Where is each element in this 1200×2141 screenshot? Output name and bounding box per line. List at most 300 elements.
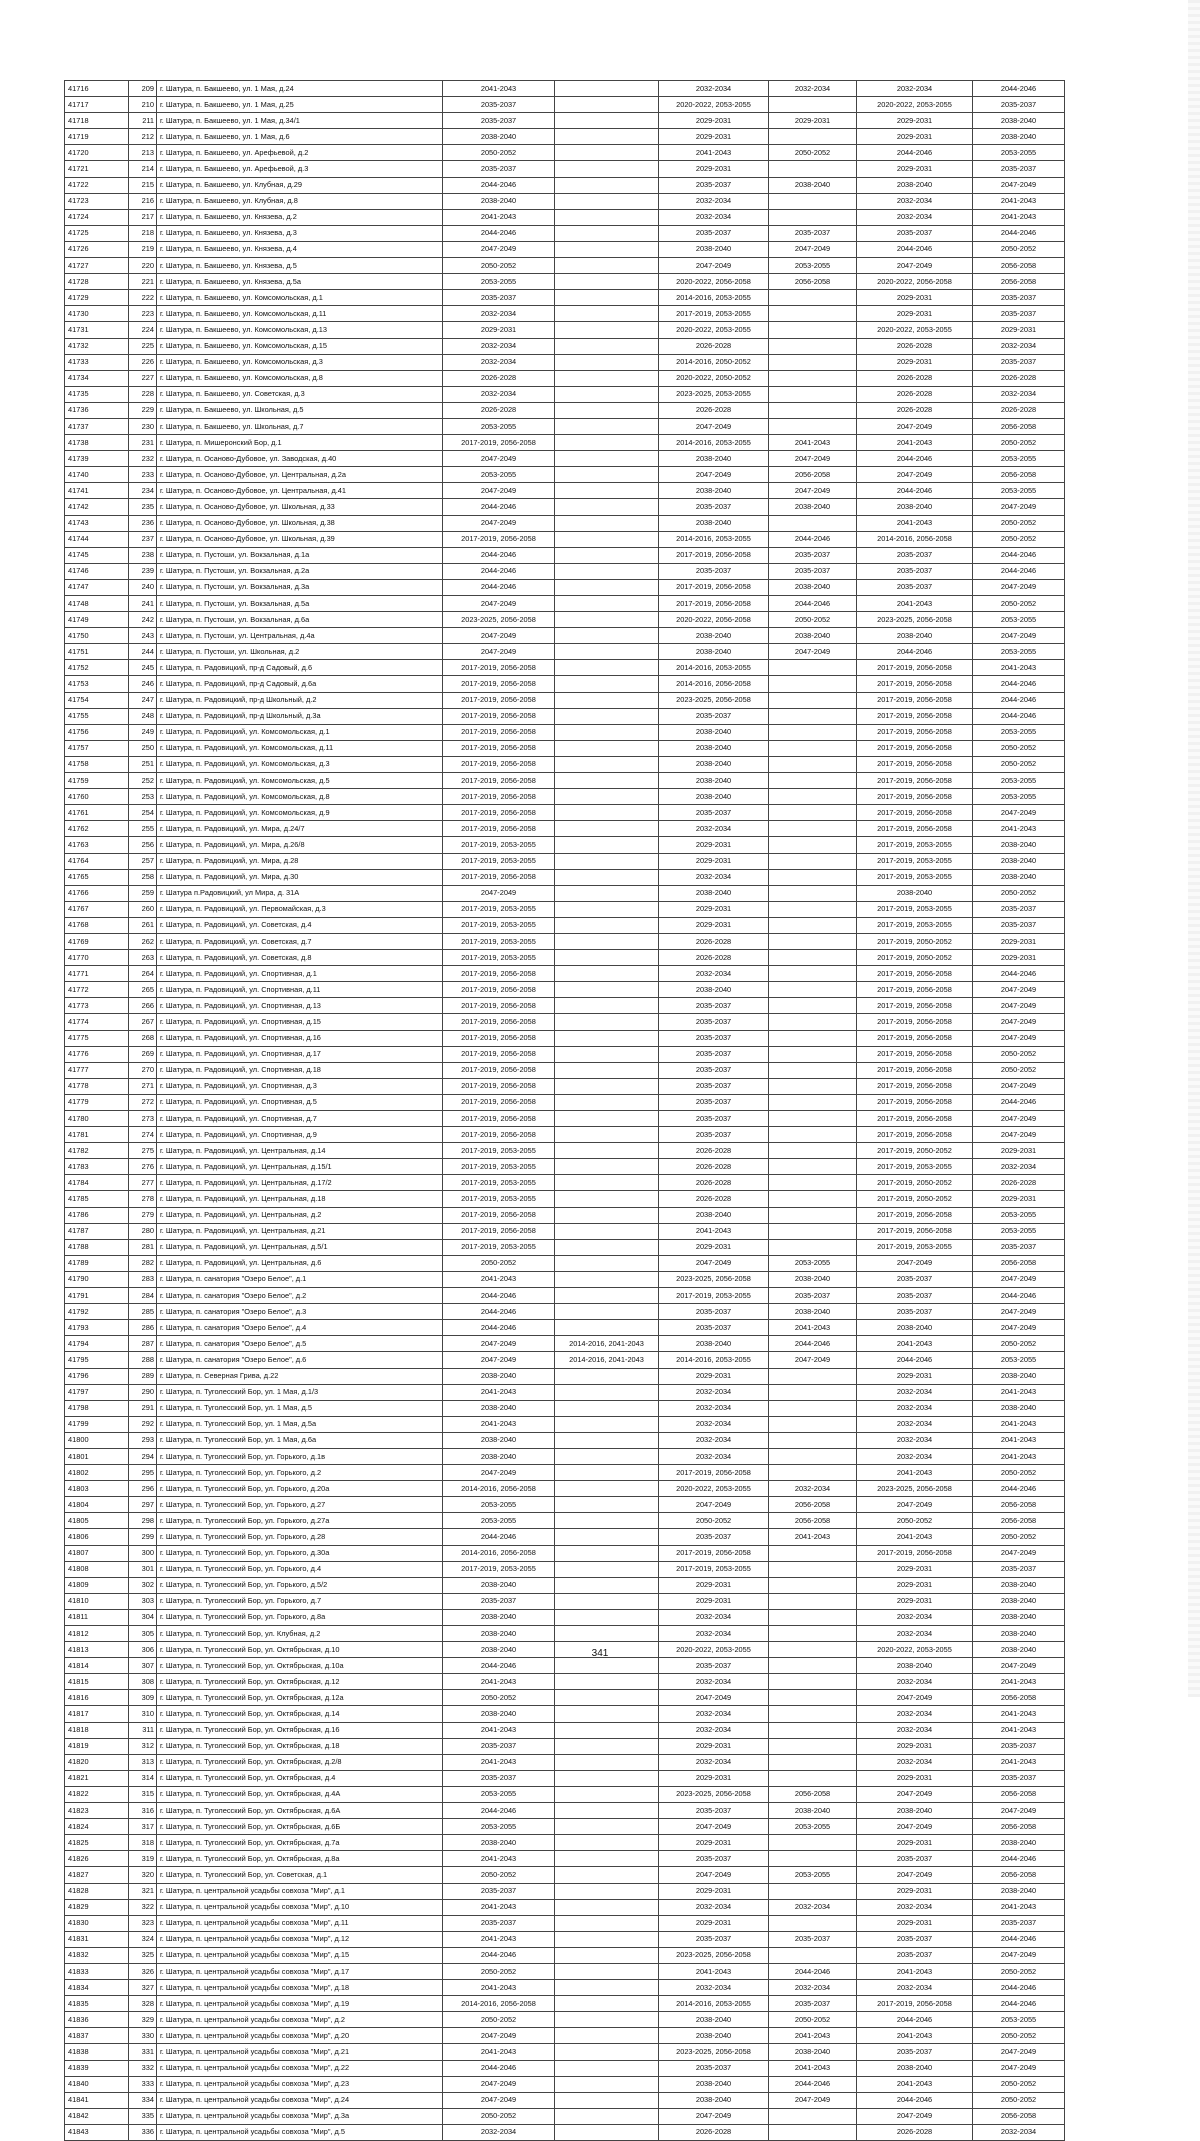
table-row xyxy=(65,1191,1065,1207)
cell-period-1: 2053-2055 xyxy=(443,418,555,434)
cell-address: г. Шатура, п. Радовицкий, ул. Комсомольская, д.5 xyxy=(157,773,443,789)
cell-period-2 xyxy=(555,1803,659,1819)
cell-period-1: 2047-2049 xyxy=(443,628,555,644)
cell-period-5: 2017-2019, 2053-2055 xyxy=(857,853,973,869)
cell-period-5: 2017-2019, 2056-2058 xyxy=(857,982,973,998)
cell-period-1: 2035-2037 xyxy=(443,290,555,306)
cell-period-1: 2050-2052 xyxy=(443,1690,555,1706)
cell-address: г. Шатура, п. Бакшеево, ул. Комсомольская, д.13 xyxy=(157,322,443,338)
cell-period-6: 2029-2031 xyxy=(973,322,1065,338)
cell-period-1: 2017-2019, 2053-2055 xyxy=(443,1175,555,1191)
cell-period-4: 2044-2046 xyxy=(769,596,857,612)
cell-address: г. Шатура, п. Туголесский Бор, ул. 1 Мая, д.5 xyxy=(157,1400,443,1416)
cell-period-1: 2017-2019, 2053-2055 xyxy=(443,1561,555,1577)
cell-address: г. Шатура, п. центральной усадьбы совхоза "Мир", д.5 xyxy=(157,2124,443,2140)
table-row xyxy=(65,901,1065,917)
cell-record-id: 41811 xyxy=(65,1609,129,1625)
cell-period-1: 2041-2043 xyxy=(443,1722,555,1738)
cell-period-4: 2044-2046 xyxy=(769,531,857,547)
cell-row-number: 333 xyxy=(129,2076,157,2092)
cell-period-5: 2017-2019, 2056-2058 xyxy=(857,998,973,1014)
cell-period-4 xyxy=(769,917,857,933)
cell-record-id: 41736 xyxy=(65,402,129,418)
cell-period-5: 2041-2043 xyxy=(857,1529,973,1545)
table-row xyxy=(65,418,1065,434)
cell-record-id: 41759 xyxy=(65,773,129,789)
cell-period-5: 2017-2019, 2056-2058 xyxy=(857,1207,973,1223)
cell-period-5: 2044-2046 xyxy=(857,483,973,499)
cell-period-6: 2032-2034 xyxy=(973,338,1065,354)
cell-row-number: 287 xyxy=(129,1336,157,1352)
cell-period-1: 2044-2046 xyxy=(443,547,555,563)
cell-period-1: 2017-2019, 2056-2058 xyxy=(443,708,555,724)
table-row xyxy=(65,1255,1065,1271)
cell-period-5: 2020-2022, 2056-2058 xyxy=(857,274,973,290)
table-row xyxy=(65,596,1065,612)
cell-record-id: 41763 xyxy=(65,837,129,853)
cell-period-3: 2047-2049 xyxy=(659,1497,769,1513)
cell-period-2 xyxy=(555,193,659,209)
cell-address: г. Шатура, п. Радовицкий, ул. Спортивная, д.5 xyxy=(157,1094,443,1110)
cell-row-number: 249 xyxy=(129,724,157,740)
cell-period-2 xyxy=(555,1014,659,1030)
cell-address: г. Шатура, п. Мишеронский Бор, д.1 xyxy=(157,435,443,451)
cell-address: г. Шатура, п. Радовицкий, ул. Мира, д.26/8 xyxy=(157,837,443,853)
cell-period-4 xyxy=(769,161,857,177)
cell-row-number: 209 xyxy=(129,81,157,97)
cell-row-number: 218 xyxy=(129,225,157,241)
cell-period-1: 2053-2055 xyxy=(443,1819,555,1835)
cell-period-2 xyxy=(555,1127,659,1143)
cell-period-1: 2038-2040 xyxy=(443,1642,555,1658)
cell-period-2 xyxy=(555,837,659,853)
table-row xyxy=(65,209,1065,225)
cell-period-2 xyxy=(555,1481,659,1497)
cell-period-5: 2041-2043 xyxy=(857,1336,973,1352)
table-row xyxy=(65,2108,1065,2124)
table-row xyxy=(65,1786,1065,1802)
cell-record-id: 41746 xyxy=(65,563,129,579)
table-row xyxy=(65,1835,1065,1851)
cell-period-4 xyxy=(769,724,857,740)
cell-record-id: 41795 xyxy=(65,1352,129,1368)
cell-address: г. Шатура, п. Радовицкий, ул. Спортивная, д.15 xyxy=(157,1014,443,1030)
cell-address: г. Шатура, п. Туголесский Бор, ул. Горького, д.4 xyxy=(157,1561,443,1577)
cell-row-number: 316 xyxy=(129,1803,157,1819)
cell-row-number: 233 xyxy=(129,467,157,483)
cell-period-2 xyxy=(555,869,659,885)
cell-period-5: 2017-2019, 2056-2058 xyxy=(857,1127,973,1143)
cell-period-3: 2047-2049 xyxy=(659,467,769,483)
cell-period-2 xyxy=(555,2092,659,2108)
cell-period-3: 2029-2031 xyxy=(659,129,769,145)
cell-period-6: 2035-2037 xyxy=(973,354,1065,370)
cell-period-1: 2038-2040 xyxy=(443,193,555,209)
cell-address: г. Шатура, п. центральной усадьбы совхоза "Мир", д.20 xyxy=(157,2028,443,2044)
cell-period-6: 2047-2049 xyxy=(973,2060,1065,2076)
cell-address: г. Шатура, п. Радовицкий, ул. Советская, д.8 xyxy=(157,950,443,966)
cell-period-3: 2026-2028 xyxy=(659,933,769,949)
cell-row-number: 324 xyxy=(129,1931,157,1947)
cell-row-number: 289 xyxy=(129,1368,157,1384)
cell-period-4: 2035-2037 xyxy=(769,1931,857,1947)
cell-period-1: 2017-2019, 2056-2058 xyxy=(443,1062,555,1078)
cell-period-3: 2038-2040 xyxy=(659,773,769,789)
cell-period-1: 2017-2019, 2056-2058 xyxy=(443,1111,555,1127)
cell-period-5: 2044-2046 xyxy=(857,2092,973,2108)
table-row xyxy=(65,145,1065,161)
cell-record-id: 41841 xyxy=(65,2092,129,2108)
cell-period-4 xyxy=(769,1658,857,1674)
cell-period-2 xyxy=(555,370,659,386)
cell-period-1: 2017-2019, 2056-2058 xyxy=(443,869,555,885)
cell-address: г. Шатура, п. Радовицкий, ул. Комсомольская, д.8 xyxy=(157,789,443,805)
table-row xyxy=(65,499,1065,515)
cell-period-1: 2035-2037 xyxy=(443,1770,555,1786)
cell-period-5: 2032-2034 xyxy=(857,1432,973,1448)
cell-period-2 xyxy=(555,1465,659,1481)
cell-period-3: 2032-2034 xyxy=(659,1674,769,1690)
cell-period-5: 2041-2043 xyxy=(857,515,973,531)
cell-period-5: 2044-2046 xyxy=(857,145,973,161)
table-row xyxy=(65,837,1065,853)
cell-period-4 xyxy=(769,789,857,805)
cell-record-id: 41799 xyxy=(65,1416,129,1432)
table-row xyxy=(65,531,1065,547)
cell-period-5: 2047-2049 xyxy=(857,2108,973,2124)
cell-record-id: 41767 xyxy=(65,901,129,917)
cell-record-id: 41718 xyxy=(65,113,129,129)
cell-address: г. Шатура, п. Радовицкий, ул. Мира, д.24/7 xyxy=(157,821,443,837)
cell-row-number: 297 xyxy=(129,1497,157,1513)
table-row xyxy=(65,1078,1065,1094)
cell-period-4 xyxy=(769,1143,857,1159)
cell-record-id: 41730 xyxy=(65,306,129,322)
cell-address: г. Шатура, п. Радовицкий, ул. Спортивная, д.17 xyxy=(157,1046,443,1062)
cell-period-5: 2020-2022, 2053-2055 xyxy=(857,97,973,113)
cell-period-2 xyxy=(555,1561,659,1577)
cell-address: г. Шатура, п. Радовицкий, ул. Центральная, д.14 xyxy=(157,1143,443,1159)
cell-period-1: 2041-2043 xyxy=(443,1271,555,1287)
cell-period-4: 2041-2043 xyxy=(769,435,857,451)
cell-period-6: 2038-2040 xyxy=(973,1593,1065,1609)
cell-period-6: 2044-2046 xyxy=(973,1996,1065,2012)
cell-period-4: 2029-2031 xyxy=(769,113,857,129)
cell-period-4 xyxy=(769,740,857,756)
cell-address: г. Шатура, п. Радовицкий, ул. Спортивная, д.18 xyxy=(157,1062,443,1078)
cell-period-6: 2050-2052 xyxy=(973,885,1065,901)
cell-record-id: 41771 xyxy=(65,966,129,982)
cell-record-id: 41766 xyxy=(65,885,129,901)
cell-period-5: 2017-2019, 2056-2058 xyxy=(857,1062,973,1078)
cell-period-4 xyxy=(769,869,857,885)
cell-period-1: 2032-2034 xyxy=(443,386,555,402)
cell-period-6: 2041-2043 xyxy=(973,1432,1065,1448)
table-row xyxy=(65,1738,1065,1754)
cell-address: г. Шатура, п. Радовицкий, ул. Спортивная, д.7 xyxy=(157,1111,443,1127)
cell-address: г. Шатура, п. Радовицкий, ул. Центральная, д.21 xyxy=(157,1223,443,1239)
cell-period-2 xyxy=(555,1770,659,1786)
cell-period-4 xyxy=(769,1722,857,1738)
cell-period-6: 2029-2031 xyxy=(973,950,1065,966)
cell-period-6: 2032-2034 xyxy=(973,1159,1065,1175)
cell-period-6: 2044-2046 xyxy=(973,1288,1065,1304)
cell-period-6: 2038-2040 xyxy=(973,1577,1065,1593)
cell-record-id: 41732 xyxy=(65,338,129,354)
cell-period-2 xyxy=(555,1786,659,1802)
cell-record-id: 41719 xyxy=(65,129,129,145)
cell-period-2 xyxy=(555,692,659,708)
cell-period-3: 2017-2019, 2056-2058 xyxy=(659,547,769,563)
cell-period-1: 2044-2046 xyxy=(443,1803,555,1819)
cell-period-1: 2035-2037 xyxy=(443,1883,555,1899)
cell-period-1: 2017-2019, 2053-2055 xyxy=(443,933,555,949)
cell-row-number: 221 xyxy=(129,274,157,290)
cell-period-4 xyxy=(769,1384,857,1400)
cell-period-1: 2017-2019, 2053-2055 xyxy=(443,1191,555,1207)
cell-period-4: 2053-2055 xyxy=(769,258,857,274)
cell-row-number: 311 xyxy=(129,1722,157,1738)
cell-period-5: 2020-2022, 2053-2055 xyxy=(857,322,973,338)
cell-period-2 xyxy=(555,1416,659,1432)
cell-row-number: 211 xyxy=(129,113,157,129)
cell-period-4: 2038-2040 xyxy=(769,499,857,515)
cell-record-id: 41770 xyxy=(65,950,129,966)
cell-record-id: 41785 xyxy=(65,1191,129,1207)
table-row xyxy=(65,354,1065,370)
cell-period-4 xyxy=(769,370,857,386)
cell-period-4 xyxy=(769,1465,857,1481)
cell-address: г. Шатура, п. Радовицкий, ул. Комсомольская, д.11 xyxy=(157,740,443,756)
cell-period-3: 2029-2031 xyxy=(659,1738,769,1754)
cell-period-1: 2017-2019, 2056-2058 xyxy=(443,789,555,805)
cell-period-5: 2029-2031 xyxy=(857,1593,973,1609)
cell-record-id: 41752 xyxy=(65,660,129,676)
cell-period-2 xyxy=(555,1593,659,1609)
cell-row-number: 299 xyxy=(129,1529,157,1545)
cell-record-id: 41810 xyxy=(65,1593,129,1609)
cell-period-6: 2032-2034 xyxy=(973,2124,1065,2140)
cell-period-1: 2044-2046 xyxy=(443,1947,555,1963)
cell-period-6: 2041-2043 xyxy=(973,1722,1065,1738)
cell-period-6: 2047-2049 xyxy=(973,998,1065,1014)
cell-period-1: 2017-2019, 2056-2058 xyxy=(443,1030,555,1046)
cell-period-1: 2041-2043 xyxy=(443,1851,555,1867)
cell-period-4 xyxy=(769,1062,857,1078)
cell-row-number: 326 xyxy=(129,1963,157,1979)
cell-address: г. Шатура, п. Бакшеево, ул. Князева, д.3 xyxy=(157,225,443,241)
table-row xyxy=(65,129,1065,145)
cell-period-5: 2029-2031 xyxy=(857,1577,973,1593)
cell-record-id: 41758 xyxy=(65,756,129,772)
cell-row-number: 309 xyxy=(129,1690,157,1706)
cell-period-1: 2017-2019, 2056-2058 xyxy=(443,1046,555,1062)
cell-period-2 xyxy=(555,1143,659,1159)
cell-period-1: 2017-2019, 2056-2058 xyxy=(443,1223,555,1239)
cell-period-1: 2038-2040 xyxy=(443,129,555,145)
cell-row-number: 329 xyxy=(129,2012,157,2028)
cell-row-number: 238 xyxy=(129,547,157,563)
cell-address: г. Шатура, п. Бакшеево, ул. 1 Мая, д.24 xyxy=(157,81,443,97)
cell-row-number: 291 xyxy=(129,1400,157,1416)
cell-address: г. Шатура, п. Пустоши, ул. Вокзальная, д.2а xyxy=(157,563,443,579)
cell-row-number: 314 xyxy=(129,1770,157,1786)
cell-record-id: 41749 xyxy=(65,612,129,628)
cell-record-id: 41734 xyxy=(65,370,129,386)
cell-period-3: 2032-2034 xyxy=(659,1706,769,1722)
cell-period-4 xyxy=(769,1416,857,1432)
cell-period-6: 2047-2049 xyxy=(973,1803,1065,1819)
cell-period-2 xyxy=(555,354,659,370)
cell-record-id: 41739 xyxy=(65,451,129,467)
cell-row-number: 318 xyxy=(129,1835,157,1851)
cell-record-id: 41821 xyxy=(65,1770,129,1786)
cell-period-1: 2050-2052 xyxy=(443,1867,555,1883)
cell-record-id: 41764 xyxy=(65,853,129,869)
cell-address: г. Шатура, п. Пустоши, ул. Центральная, д.4а xyxy=(157,628,443,644)
table-row xyxy=(65,2092,1065,2108)
cell-period-4 xyxy=(769,1674,857,1690)
cell-period-2: 2014-2016, 2041-2043 xyxy=(555,1352,659,1368)
cell-record-id: 41787 xyxy=(65,1223,129,1239)
cell-period-3: 2032-2034 xyxy=(659,1980,769,1996)
cell-row-number: 267 xyxy=(129,1014,157,1030)
cell-period-1: 2041-2043 xyxy=(443,1754,555,1770)
cell-period-2 xyxy=(555,1819,659,1835)
cell-address: г. Шатура, п. Туголесский Бор, ул. 1 Мая, д.1/3 xyxy=(157,1384,443,1400)
cell-period-6: 2035-2037 xyxy=(973,1770,1065,1786)
cell-row-number: 230 xyxy=(129,418,157,434)
cell-record-id: 41789 xyxy=(65,1255,129,1271)
cell-period-4: 2041-2043 xyxy=(769,2028,857,2044)
cell-period-1: 2041-2043 xyxy=(443,1384,555,1400)
cell-period-3: 2026-2028 xyxy=(659,950,769,966)
cell-period-2 xyxy=(555,2012,659,2028)
cell-period-4: 2032-2034 xyxy=(769,81,857,97)
cell-record-id: 41826 xyxy=(65,1851,129,1867)
cell-period-3: 2035-2037 xyxy=(659,2060,769,2076)
cell-address: г. Шатура, п. Бакшеево, ул. Арефьевой, д.2 xyxy=(157,145,443,161)
cell-period-4 xyxy=(769,322,857,338)
table-row xyxy=(65,1529,1065,1545)
cell-address: г. Шатура, п. Радовицкий, ул. Первомайская, д.3 xyxy=(157,901,443,917)
cell-period-2 xyxy=(555,209,659,225)
cell-period-2 xyxy=(555,451,659,467)
cell-period-1: 2017-2019, 2053-2055 xyxy=(443,837,555,853)
table-row xyxy=(65,982,1065,998)
cell-period-6: 2035-2037 xyxy=(973,1239,1065,1255)
cell-period-5: 2017-2019, 2056-2058 xyxy=(857,692,973,708)
cell-period-5: 2038-2040 xyxy=(857,177,973,193)
cell-row-number: 248 xyxy=(129,708,157,724)
cell-address: г. Шатура, п. Бакшеево, ул. Школьная, д.5 xyxy=(157,402,443,418)
cell-period-5: 2032-2034 xyxy=(857,1416,973,1432)
table-row xyxy=(65,1400,1065,1416)
cell-record-id: 41724 xyxy=(65,209,129,225)
cell-period-6: 2038-2040 xyxy=(973,129,1065,145)
cell-period-5: 2017-2019, 2056-2058 xyxy=(857,1046,973,1062)
cell-period-5: 2017-2019, 2056-2058 xyxy=(857,740,973,756)
cell-period-2 xyxy=(555,1674,659,1690)
table-row xyxy=(65,2012,1065,2028)
cell-row-number: 272 xyxy=(129,1094,157,1110)
cell-period-1: 2044-2046 xyxy=(443,225,555,241)
cell-period-6: 2035-2037 xyxy=(973,1561,1065,1577)
cell-period-5: 2032-2034 xyxy=(857,1400,973,1416)
cell-address: г. Шатура, п. Туголесский Бор, ул. Октябрьская, д.6А xyxy=(157,1803,443,1819)
cell-period-3: 2014-2016, 2053-2055 xyxy=(659,290,769,306)
cell-period-1: 2017-2019, 2056-2058 xyxy=(443,660,555,676)
cell-period-6: 2041-2043 xyxy=(973,1899,1065,1915)
cell-period-2 xyxy=(555,2028,659,2044)
cell-address: г. Шатура, п. Радовицкий, ул. Мира, д.28 xyxy=(157,853,443,869)
cell-period-3: 2032-2034 xyxy=(659,821,769,837)
cell-period-2 xyxy=(555,756,659,772)
cell-period-5: 2026-2028 xyxy=(857,402,973,418)
cell-period-6: 2050-2052 xyxy=(973,1465,1065,1481)
cell-period-6: 2053-2055 xyxy=(973,1207,1065,1223)
cell-period-3: 2038-2040 xyxy=(659,789,769,805)
cell-row-number: 216 xyxy=(129,193,157,209)
cell-period-2 xyxy=(555,435,659,451)
cell-period-3: 2029-2031 xyxy=(659,1593,769,1609)
cell-address: г. Шатура, п. Туголесский Бор, ул. Клубная, д.2 xyxy=(157,1626,443,1642)
cell-period-3: 2035-2037 xyxy=(659,1030,769,1046)
cell-address: г. Шатура, п. центральной усадьбы совхоза "Мир", д.3а xyxy=(157,2108,443,2124)
cell-period-3: 2047-2049 xyxy=(659,2108,769,2124)
cell-period-1: 2050-2052 xyxy=(443,1963,555,1979)
cell-address: г. Шатура, п. Бакшеево, ул. Арефьевой, д.3 xyxy=(157,161,443,177)
page-number: 341 xyxy=(591,1648,609,1659)
cell-period-5: 2017-2019, 2056-2058 xyxy=(857,708,973,724)
cell-period-6: 2047-2049 xyxy=(973,1111,1065,1127)
cell-period-6: 2050-2052 xyxy=(973,756,1065,772)
cell-period-4 xyxy=(769,1046,857,1062)
table-row xyxy=(65,1465,1065,1481)
cell-record-id: 41742 xyxy=(65,499,129,515)
cell-period-4: 2041-2043 xyxy=(769,1320,857,1336)
cell-period-3: 2026-2028 xyxy=(659,402,769,418)
cell-period-3: 2032-2034 xyxy=(659,1448,769,1464)
cell-period-3: 2020-2022, 2056-2058 xyxy=(659,612,769,628)
cell-row-number: 325 xyxy=(129,1947,157,1963)
table-row xyxy=(65,1513,1065,1529)
cell-period-2 xyxy=(555,1159,659,1175)
table-row xyxy=(65,1175,1065,1191)
cell-period-6: 2044-2046 xyxy=(973,1980,1065,1996)
cell-period-2 xyxy=(555,773,659,789)
cell-period-4 xyxy=(769,2124,857,2140)
cell-period-4: 2038-2040 xyxy=(769,2044,857,2060)
cell-period-6: 2041-2043 xyxy=(973,1416,1065,1432)
cell-period-6: 2032-2034 xyxy=(973,386,1065,402)
cell-period-1: 2035-2037 xyxy=(443,1915,555,1931)
cell-period-3: 2020-2022, 2053-2055 xyxy=(659,322,769,338)
cell-period-2 xyxy=(555,2044,659,2060)
register-sheet xyxy=(64,80,1064,2141)
table-row xyxy=(65,579,1065,595)
cell-period-4: 2035-2037 xyxy=(769,563,857,579)
table-row xyxy=(65,676,1065,692)
cell-row-number: 214 xyxy=(129,161,157,177)
cell-period-2 xyxy=(555,1996,659,2012)
cell-record-id: 41813 xyxy=(65,1642,129,1658)
cell-period-6: 2038-2040 xyxy=(973,1883,1065,1899)
cell-period-4 xyxy=(769,1835,857,1851)
cell-period-2: 2014-2016, 2041-2043 xyxy=(555,1336,659,1352)
cell-period-6: 2026-2028 xyxy=(973,1175,1065,1191)
cell-row-number: 328 xyxy=(129,1996,157,2012)
